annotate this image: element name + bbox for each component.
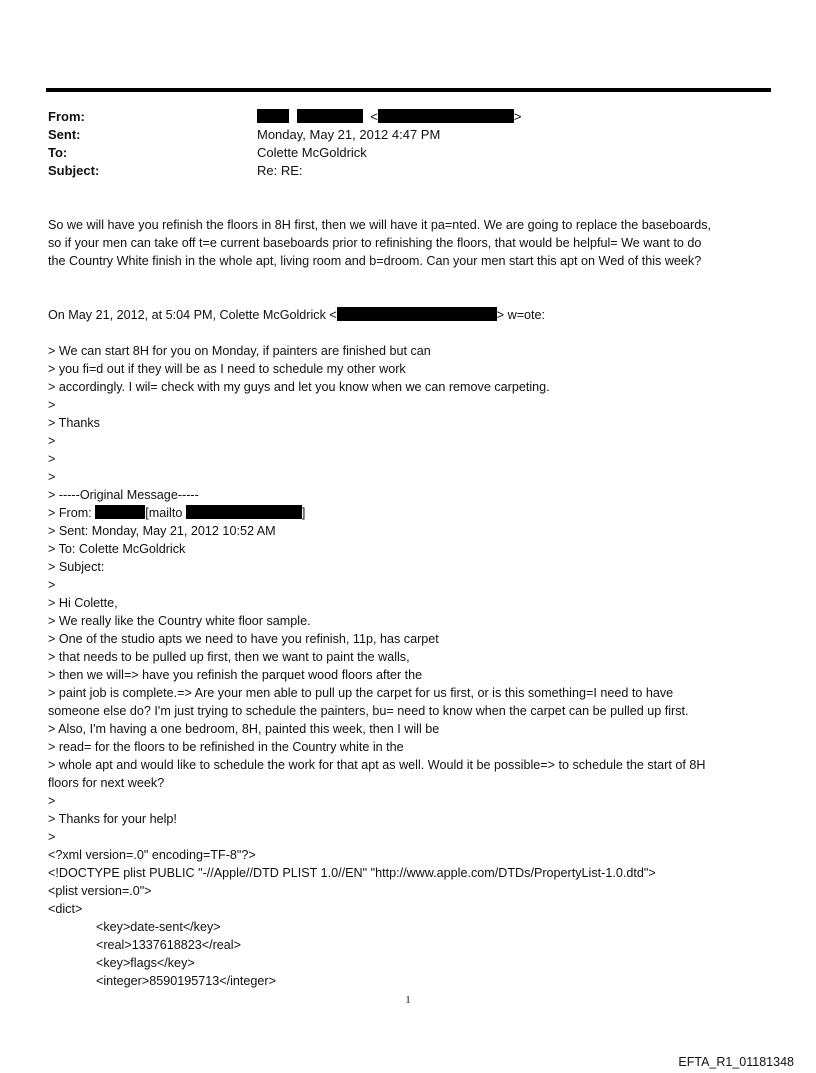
from-lt: < [370, 109, 378, 124]
orig-mailto: [mailto [145, 506, 183, 520]
quoted-line: > We can start 8H for you on Monday, if painters are finished but can [48, 344, 431, 358]
redaction-block [378, 109, 514, 123]
quoted-line: > Subject: [48, 560, 105, 574]
document-id: EFTA_R1_01181348 [678, 1055, 794, 1069]
sent-value: Monday, May 21, 2012 4:47 PM [257, 127, 441, 142]
quoted-line: > Sent: Monday, May 21, 2012 10:52 AM [48, 524, 276, 538]
body-line: So we will have you refinish the floors in 8H first, then we will have it pa=nted. We are going to replace the baseboards, [48, 218, 712, 232]
body-line: so if your men can take off t=e current baseboards prior to refinishing the floors, that would be helpful= We want to do [48, 236, 702, 250]
plist-line: <key>flags</key> [96, 956, 195, 970]
orig-from-prefix: > From: [48, 506, 92, 520]
quoted-line: > One of the studio apts we need to have you refinish, 11p, has carpet [48, 632, 439, 646]
quoted-line: > We really like the Country white floor sample. [48, 614, 311, 628]
quoted-line: someone else do? I'm just trying to schedule the painters, bu= need to know when the carpet can be pulled up first. [48, 704, 689, 718]
quoted-line: > To: Colette McGoldrick [48, 542, 186, 556]
to-value: Colette McGoldrick [257, 145, 367, 160]
quoted-line: > [48, 794, 56, 808]
quoted-line: > [48, 434, 56, 448]
xml-line: <dict> [48, 902, 83, 916]
reply-intro [48, 306, 545, 324]
quoted-line: > -----Original Message----- [48, 488, 199, 502]
from-gt: > [513, 109, 522, 124]
redaction-block [186, 505, 302, 519]
quoted-line: > Thanks [48, 416, 100, 430]
orig-close: ] [301, 506, 306, 520]
quoted-line: > [48, 452, 56, 466]
quoted-line: > whole apt and would like to schedule the work for that apt as well. Would it be possible=> to schedule the start of 8H [48, 758, 706, 772]
reply-intro-text: On May 21, 2012, at 5:04 PM, Colette McGoldrick < [48, 308, 337, 322]
quoted-line: > Also, I'm having a one bedroom, 8H, painted this week, then I will be [48, 722, 440, 736]
subject-value: Re: RE: [257, 163, 303, 178]
orig-from-line [48, 504, 305, 522]
redaction-block [337, 307, 497, 321]
quoted-line: > accordingly. I wil= check with my guys and let you know when we can remove carpeting. [48, 380, 550, 394]
quoted-line: > you fi=d out if they will be as I need to schedule my other work [48, 362, 406, 376]
subject-label: Subject: [48, 163, 100, 178]
plist-line: <integer>8590195713</integer> [96, 974, 276, 988]
redaction-block [297, 109, 363, 123]
page-number: 1 [405, 994, 411, 1006]
plist-line: <key>date-sent</key> [96, 920, 221, 934]
sent-label: Sent: [48, 127, 81, 142]
xml-line: <plist version=.0"> [48, 884, 152, 898]
quoted-line: > then we will=> have you refinish the parquet wood floors after the [48, 668, 423, 682]
quoted-line: > paint job is complete.=> Are your men able to pull up the carpet for us first, or is this something=I need to have [48, 686, 674, 700]
xml-line: <!DOCTYPE plist PUBLIC "-//Apple//DTD PLIST 1.0//EN" "http://www.apple.com/DTDs/PropertyList-1.0.dtd"> [48, 866, 656, 880]
redaction-block [95, 505, 145, 519]
quoted-line: > [48, 578, 56, 592]
plist-line: <real>1337618823</real> [96, 938, 241, 952]
reply-intro-text: > w=ote: [496, 308, 546, 322]
quoted-line: floors for next week? [48, 776, 165, 790]
body-line: the Country White finish in the whole apt, living room and b=droom. Can your men start this apt on Wed of this week? [48, 254, 702, 268]
from-value [257, 108, 521, 126]
quoted-line: > Thanks for your help! [48, 812, 177, 826]
xml-line: <?xml version=.0" encoding=TF-8"?> [48, 848, 256, 862]
to-label: To: [48, 145, 68, 160]
quoted-line: > [48, 398, 56, 412]
quoted-line: > read= for the floors to be refinished in the Country white in the [48, 740, 404, 754]
quoted-line: > Hi Colette, [48, 596, 118, 610]
quoted-line: > [48, 830, 56, 844]
from-label: From: [48, 109, 85, 124]
quoted-line: > that needs to be pulled up first, then we want to paint the walls, [48, 650, 410, 664]
redaction-block [257, 109, 289, 123]
header-rule [46, 88, 771, 92]
quoted-line: > [48, 470, 56, 484]
